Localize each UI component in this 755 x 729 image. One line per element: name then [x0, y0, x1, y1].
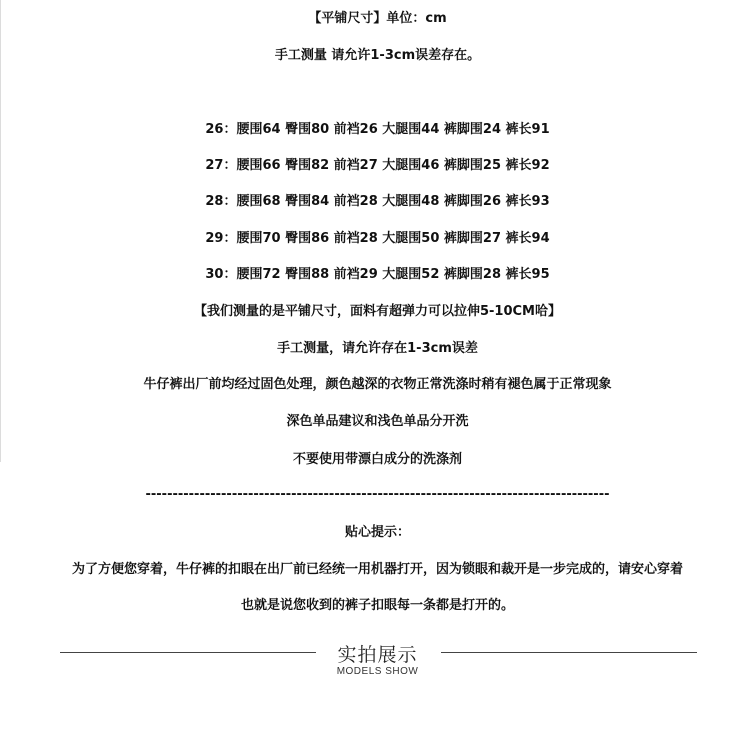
flat-measure-note: 【我们测量的是平铺尺寸，面料有超弹力可以拉伸5-10CM哈】: [193, 304, 561, 319]
wash-separately-note: 深色单品建议和浅色单品分开洗: [286, 414, 469, 429]
size-row-28: 28：腰围68 臀围84 前裆28 大腿围48 裤脚围26 裤长93: [205, 194, 550, 209]
showcase-subtitle: MODELS SHOW: [336, 666, 419, 677]
measurement-error-note: 手工测量 请允许1-3cm误差存在。: [274, 48, 481, 63]
dashed-divider: --------------------------------------------------------------------------------------: [145, 487, 610, 502]
buttonhole-tip-line2: 也就是说您收到的裤子扣眼每一条都是打开的。: [240, 598, 514, 613]
buttonhole-tip-line1: 为了方便您穿着，牛仔裤的扣眼在出厂前已经统一用机器打开，因为锁眼和裁开是一步完成的，请安心穿着: [71, 562, 683, 577]
showcase-title: 实拍展示: [337, 644, 418, 666]
tips-heading: 贴心提示：: [344, 525, 410, 540]
models-show-header: [0, 636, 755, 686]
size-row-30: 30：腰围72 臀围88 前裆29 大腿围52 裤脚围28 裤长95: [205, 267, 550, 282]
size-row-27: 27：腰围66 臀围82 前裆27 大腿围46 裤脚围25 裤长92: [205, 158, 550, 173]
size-unit-title: 【平铺尺寸】单位：cm: [308, 11, 447, 26]
manual-measure-note: 手工测量，请允许存在1-3cm误差: [277, 341, 478, 356]
size-row-26: 26：腰围64 臀围80 前裆26 大腿围44 裤脚围24 裤长91: [205, 122, 550, 137]
no-bleach-note: 不要使用带漂白成分的洗涤剂: [292, 452, 462, 467]
size-row-29: 29：腰围70 臀围86 前裆28 大腿围50 裤脚围27 裤长94: [205, 231, 550, 246]
color-fixing-note: 牛仔裤出厂前均经过固色处理，颜色越深的衣物正常洗涤时稍有褪色属于正常现象: [143, 377, 612, 392]
